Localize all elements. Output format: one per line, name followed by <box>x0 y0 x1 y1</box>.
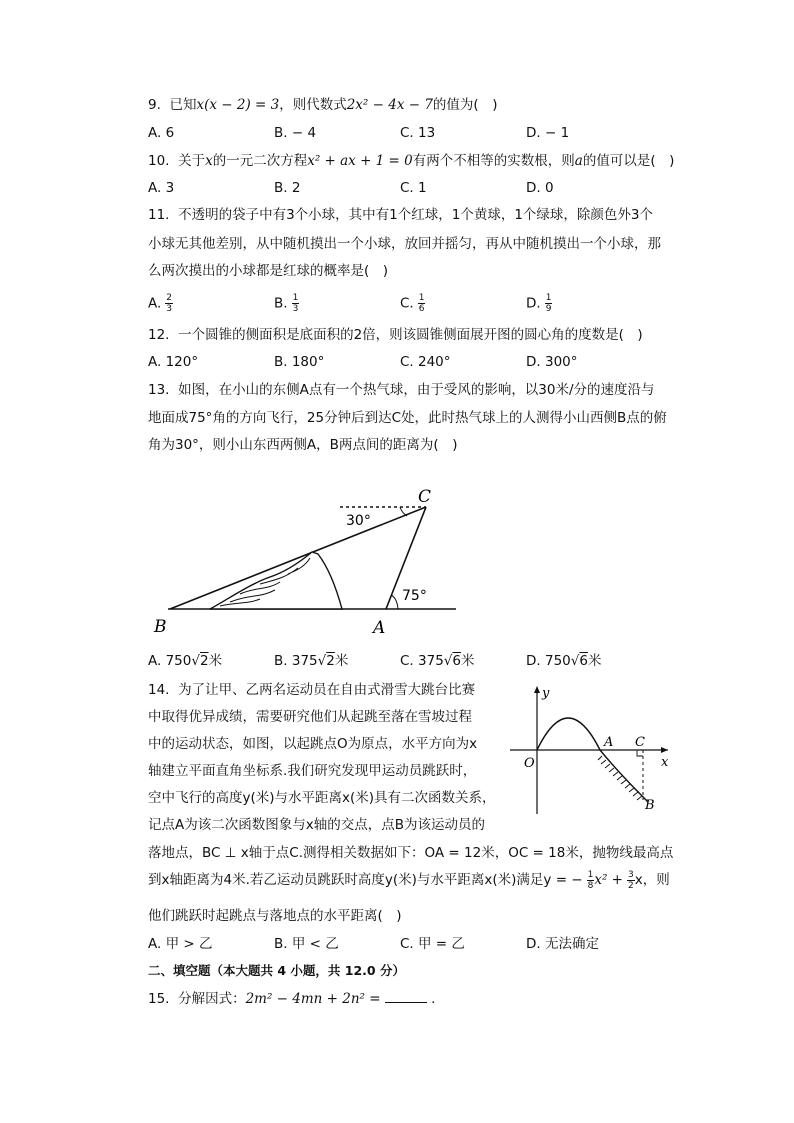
q11-option-c[interactable]: C. $\frac{1}{6}$ <box>400 293 425 314</box>
label-b: B <box>154 617 167 637</box>
q12-options <box>148 354 708 371</box>
label-a: A <box>604 735 614 750</box>
q13-option-b[interactable]: B. 375√2米 <box>274 653 349 669</box>
label-o: O <box>524 756 535 771</box>
q12-option-c[interactable]: C. 240° <box>400 354 451 370</box>
q9-number: 9. <box>148 97 161 113</box>
q14-line6: 记点A为该二次函数图象与x轴的交点，点B为该运动员的 <box>148 817 485 833</box>
q9-option-a[interactable]: A. 6 <box>148 125 175 141</box>
angle-75-label: 75° <box>402 588 427 604</box>
q14-options <box>148 936 708 953</box>
q10-option-b[interactable]: B. 2 <box>274 180 301 196</box>
q10-option-a[interactable]: A. 3 <box>148 180 175 196</box>
fraction: $\frac{3}{2}$ <box>628 869 634 891</box>
q14-line9: 他们跳跃时起跳点与落地点的水平距离( ) <box>148 908 402 924</box>
q10-option-c[interactable]: C. 1 <box>400 180 427 196</box>
label-c: C <box>635 735 645 750</box>
q13-number: 13. <box>148 382 170 398</box>
q9-option-d[interactable]: D. − 1 <box>526 125 570 141</box>
q14-number: 14. <box>148 682 170 698</box>
q14-line3: 中的运动状态，如图，以起跳点O为原点，水平方向为x <box>148 736 478 752</box>
q12-option-b[interactable]: B. 180° <box>274 354 325 370</box>
q10-options <box>148 180 708 197</box>
q14-line8: 到x轴距离为4米.若乙运动员跳跃时高度y(米)与水平距离x(米)满足y = − $\frac{1}{8}$ x² + $\frac{3}{2}$ x，则 <box>148 869 670 891</box>
q14-option-c[interactable]: C. 甲 = 乙 <box>400 936 465 952</box>
q13-option-d[interactable]: D. 750√6米 <box>526 653 602 669</box>
label-c: C <box>418 487 432 507</box>
q14-option-d[interactable]: D. 无法确定 <box>526 936 599 952</box>
q11-line2: 小球无其他差别，从中随机摸出一个小球，放回并摇匀，再从中随机摸出一个小球，那 <box>148 236 661 252</box>
slope-hatching <box>598 756 642 800</box>
x-axis-arrow-icon <box>661 747 668 753</box>
q11-option-d[interactable]: D. $\frac{1}{9}$ <box>526 293 552 314</box>
q10-option-d[interactable]: D. 0 <box>526 180 554 196</box>
q14-line5: 空中飞行的高度y(米)与水平距离x(米)具有二次函数关系， <box>148 790 496 806</box>
label-x: x <box>661 755 669 770</box>
q13-option-c[interactable]: C. 375√6米 <box>400 653 475 669</box>
answer-blank[interactable] <box>385 990 427 1003</box>
q9-option-b[interactable]: B. − 4 <box>274 125 317 141</box>
q13-option-a[interactable]: A. 750√2米 <box>148 653 223 669</box>
q12-number: 12. <box>148 327 170 343</box>
q11-line1: 11. 不透明的袋子中有3个小球，其中有1个红球，1个黄球，1个绿球，除颜色外3个 <box>148 207 654 223</box>
label-y: y <box>542 686 550 701</box>
fraction: $\frac{1}{3}$ <box>292 293 299 314</box>
q10-stem: 10. 关于x的一元二次方程x² + ax + 1 = 0有两个不相等的实数根，则a的值可以是( ) <box>148 153 675 169</box>
q11-line3: 么两次摸出的小球都是红球的概率是( ) <box>148 263 389 279</box>
parabola <box>537 718 600 750</box>
q13-figure <box>150 482 470 642</box>
fraction: $\frac{1}{6}$ <box>418 293 425 314</box>
y-axis-arrow-icon <box>534 686 540 693</box>
slope-curve <box>600 750 648 802</box>
label-b: B <box>645 798 655 813</box>
right-angle-mark <box>637 750 643 756</box>
q12-option-d[interactable]: D. 300° <box>526 354 578 370</box>
angle-arc-75 <box>391 595 398 609</box>
q11-number: 11. <box>148 207 170 223</box>
q13-options <box>148 653 708 670</box>
q14-line2: 中取得优异成绩，需要研究他们从起跳至落在雪坡过程 <box>148 709 472 725</box>
q11-option-b[interactable]: B. $\frac{1}{3}$ <box>274 293 299 314</box>
q11-option-a[interactable]: A. $\frac{2}{3}$ <box>148 293 173 314</box>
q15-stem: 15. 分解因式：2m² − 4mn + 2n² = . <box>148 991 436 1007</box>
angle-30-label: 30° <box>346 513 371 529</box>
fraction: $\frac{1}{8}$ <box>587 869 594 891</box>
q14-line4: 轴建立平面直角坐标系.我们研究发现甲运动员跳跃时， <box>148 763 477 779</box>
q14-figure <box>506 682 676 822</box>
fraction: $\frac{2}{3}$ <box>166 293 173 314</box>
q14-option-b[interactable]: B. 甲 < 乙 <box>274 936 339 952</box>
q11-options <box>148 293 708 315</box>
q9-stem: 9. 已知x(x − 2) = 3，则代数式2x² − 4x − 7的值为( ) <box>148 97 498 113</box>
fraction: $\frac{1}{9}$ <box>545 293 552 314</box>
q12-option-a[interactable]: A. 120° <box>148 354 199 370</box>
q15-number: 15. <box>148 991 170 1007</box>
q14-line7: 落地点，BC ⊥ x轴于点C.测得相关数据如下：OA = 12米，OC = 18米，抛物线最高点 <box>148 845 674 861</box>
q9-options <box>148 125 708 142</box>
q13-line3: 角为30°，则小山东西两侧A，B两点间的距离为( ) <box>148 437 458 453</box>
q12-stem: 12. 一个圆锥的侧面积是底面积的2倍，则该圆锥侧面展开图的圆心角的度数是( ) <box>148 327 643 343</box>
section-title: 二、填空题（本大题共 4 小题，共 12.0 分） <box>148 963 405 978</box>
q14-line1: 14. 为了让甲、乙两名运动员在自由式滑雪大跳台比赛 <box>148 682 476 698</box>
label-a: A <box>373 618 386 638</box>
q9-option-c[interactable]: C. 13 <box>400 125 436 141</box>
mountain-outline <box>210 552 342 609</box>
q13-line2: 地面成75°角的方向飞行，25分钟后到达C处，此时热气球上的人测得小山西侧B点的俯 <box>148 410 667 426</box>
q14-option-a[interactable]: A. 甲 > 乙 <box>148 936 213 952</box>
q13-line1: 13. 如图，在小山的东侧A点有一个热气球，由于受风的影响，以30米/分的速度沿与 <box>148 382 655 398</box>
q10-number: 10. <box>148 153 170 169</box>
